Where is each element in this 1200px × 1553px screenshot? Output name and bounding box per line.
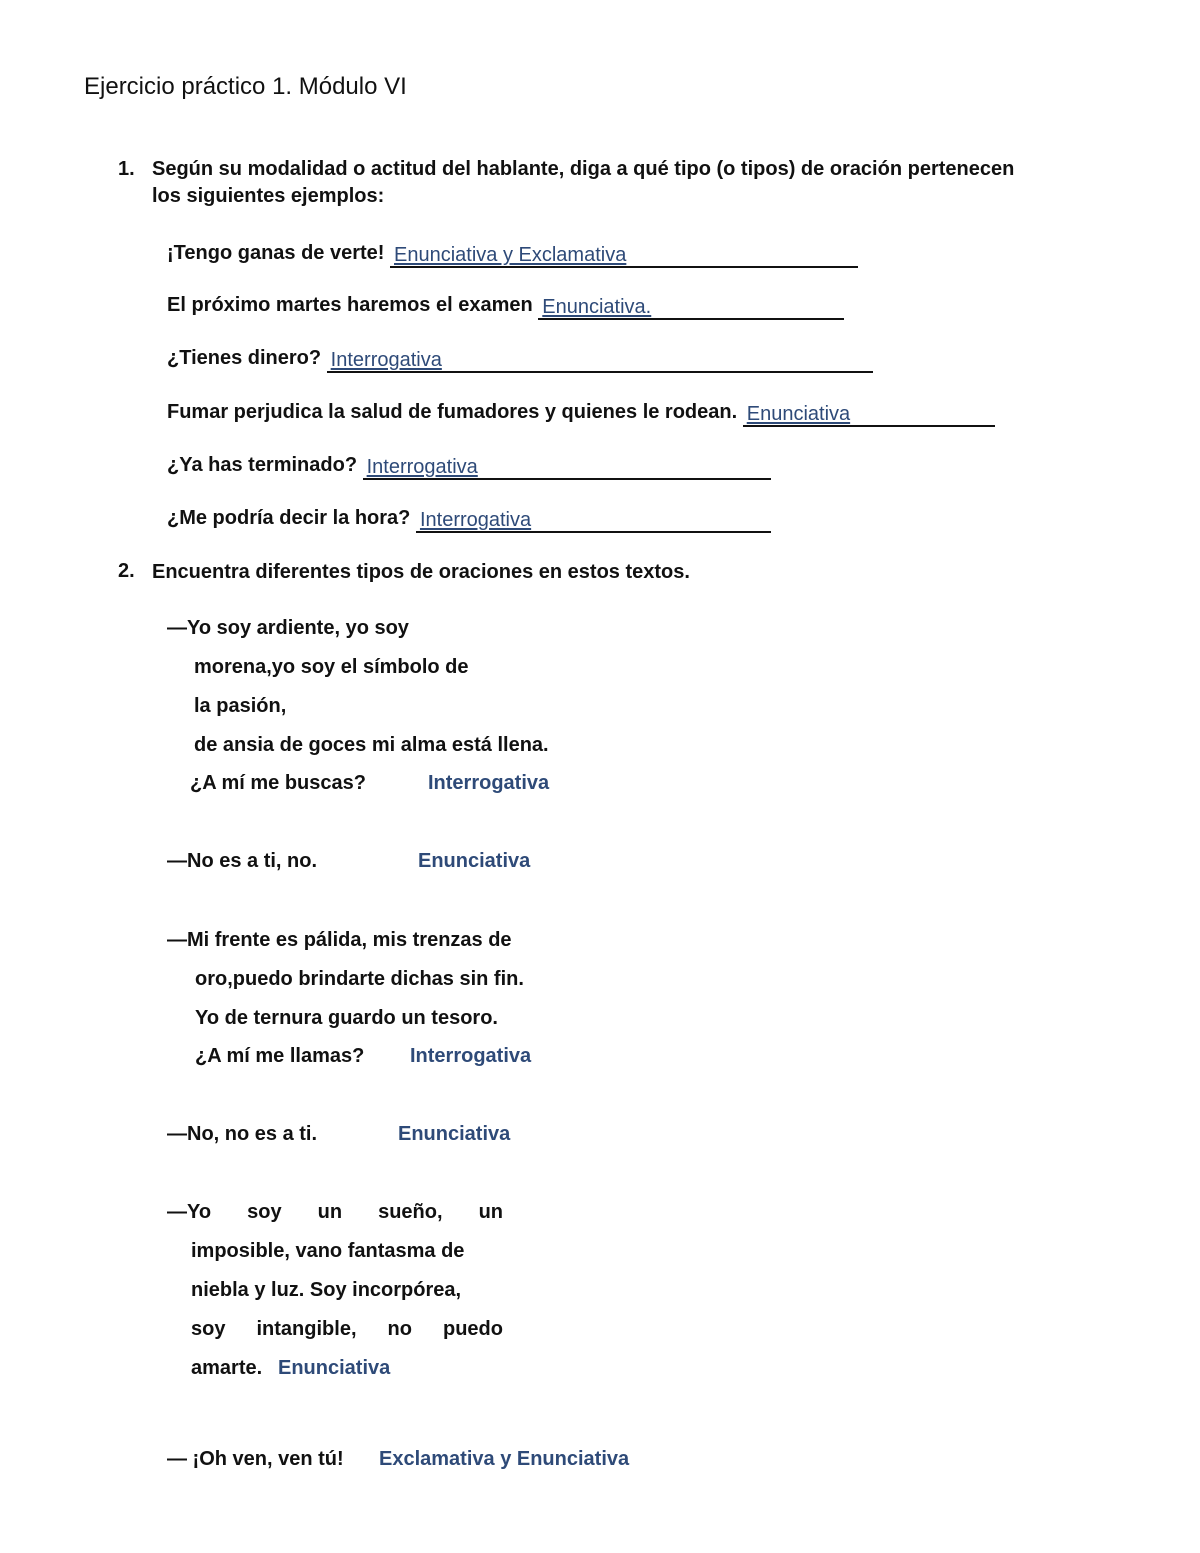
poem-word: un — [317, 1201, 343, 1223]
poem-line: —No, no es a ti. — [167, 1123, 318, 1145]
q1-answer-blank — [416, 507, 771, 533]
q1-item-sentence: Fumar perjudica la salud de fumadores y quienes le rodean. — [167, 401, 738, 423]
q1-item-sentence: ¿Tienes dinero? — [167, 347, 322, 369]
q1-answer-blank — [538, 294, 844, 320]
q1-item-4 — [167, 399, 995, 425]
poem-line: Yo de ternura guardo un tesoro. — [195, 1007, 498, 1029]
poem-line-justified — [191, 1316, 503, 1342]
q1-answer-blank — [327, 347, 873, 373]
poem-line: ¿A mí me buscas? — [190, 772, 366, 794]
poem-word: no — [387, 1318, 412, 1340]
question-2-prompt: Encuentra diferentes tipos de oraciones en estos textos. — [152, 561, 690, 583]
poem-line: imposible, vano fantasma de — [191, 1240, 465, 1262]
sentence-type-label: Interrogativa — [410, 1045, 532, 1067]
question-2-number: 2. — [118, 560, 135, 582]
document-title: Ejercicio práctico 1. Módulo VI — [84, 73, 407, 100]
q1-answer-blank — [363, 454, 771, 480]
poem-line: ¿A mí me llamas? — [195, 1045, 365, 1067]
question-1-line1: Según su modalidad o actitud del hablante, diga a qué tipo (o tipos) de oración pertenecen — [152, 158, 1015, 180]
poem-line: amarte. — [191, 1357, 263, 1379]
q1-item-answer: Interrogativa — [366, 456, 478, 478]
poem-line: de ansia de goces mi alma está llena. — [194, 734, 549, 756]
q1-item-1 — [167, 240, 858, 266]
poem-line: niebla y luz. Soy incorpórea, — [191, 1279, 462, 1301]
q1-item-sentence: El próximo martes haremos el examen — [167, 294, 533, 316]
q1-answer-blank — [743, 401, 995, 427]
poem-line: morena,yo soy el símbolo de — [194, 656, 469, 678]
poem-line: —Yo soy ardiente, yo soy — [167, 617, 409, 639]
poem-line: — ¡Oh ven, ven tú! — [167, 1448, 344, 1470]
q1-item-6 — [167, 505, 771, 531]
sentence-type-label: Enunciativa — [278, 1357, 391, 1379]
sentence-type-label: Enunciativa — [398, 1123, 511, 1145]
q1-item-answer: Enunciativa — [746, 403, 851, 425]
poem-word: soy — [247, 1201, 282, 1223]
poem-word: sueño, — [378, 1201, 443, 1223]
q1-item-answer: Enunciativa y Exclamativa — [394, 244, 627, 266]
question-1-number: 1. — [118, 158, 135, 180]
poem-word: —Yo — [167, 1201, 212, 1223]
sentence-type-label: Exclamativa y Enunciativa — [379, 1448, 630, 1470]
q1-item-5 — [167, 452, 771, 478]
poem-word: puedo — [443, 1318, 503, 1340]
poem-line: —Mi frente es pálida, mis trenzas de — [167, 929, 512, 951]
poem-line-justified — [167, 1199, 503, 1225]
q1-item-answer: Enunciativa. — [542, 296, 652, 318]
q1-item-2 — [167, 292, 844, 318]
poem-word: soy — [191, 1318, 226, 1340]
q1-item-sentence: ¡Tengo ganas de verte! — [167, 242, 385, 264]
q1-answer-blank — [390, 242, 858, 268]
q1-item-sentence: ¿Ya has terminado? — [167, 454, 358, 476]
q1-item-answer: Interrogativa — [419, 509, 532, 531]
q1-item-sentence: ¿Me podría decir la hora? — [167, 507, 411, 529]
poem-line: —No es a ti, no. — [167, 850, 318, 872]
poem-word: un — [478, 1201, 503, 1223]
poem-line: la pasión, — [194, 695, 287, 717]
poem-line: oro,puedo brindarte dichas sin fin. — [195, 968, 524, 990]
sentence-type-label: Interrogativa — [428, 772, 550, 794]
question-1-line2: los siguientes ejemplos: — [152, 185, 385, 207]
q1-item-answer: Interrogativa — [330, 349, 442, 371]
sentence-type-label: Enunciativa — [418, 850, 531, 872]
q1-item-3 — [167, 345, 873, 371]
poem-word: intangible, — [256, 1318, 357, 1340]
question-1-prompt — [152, 156, 1142, 210]
